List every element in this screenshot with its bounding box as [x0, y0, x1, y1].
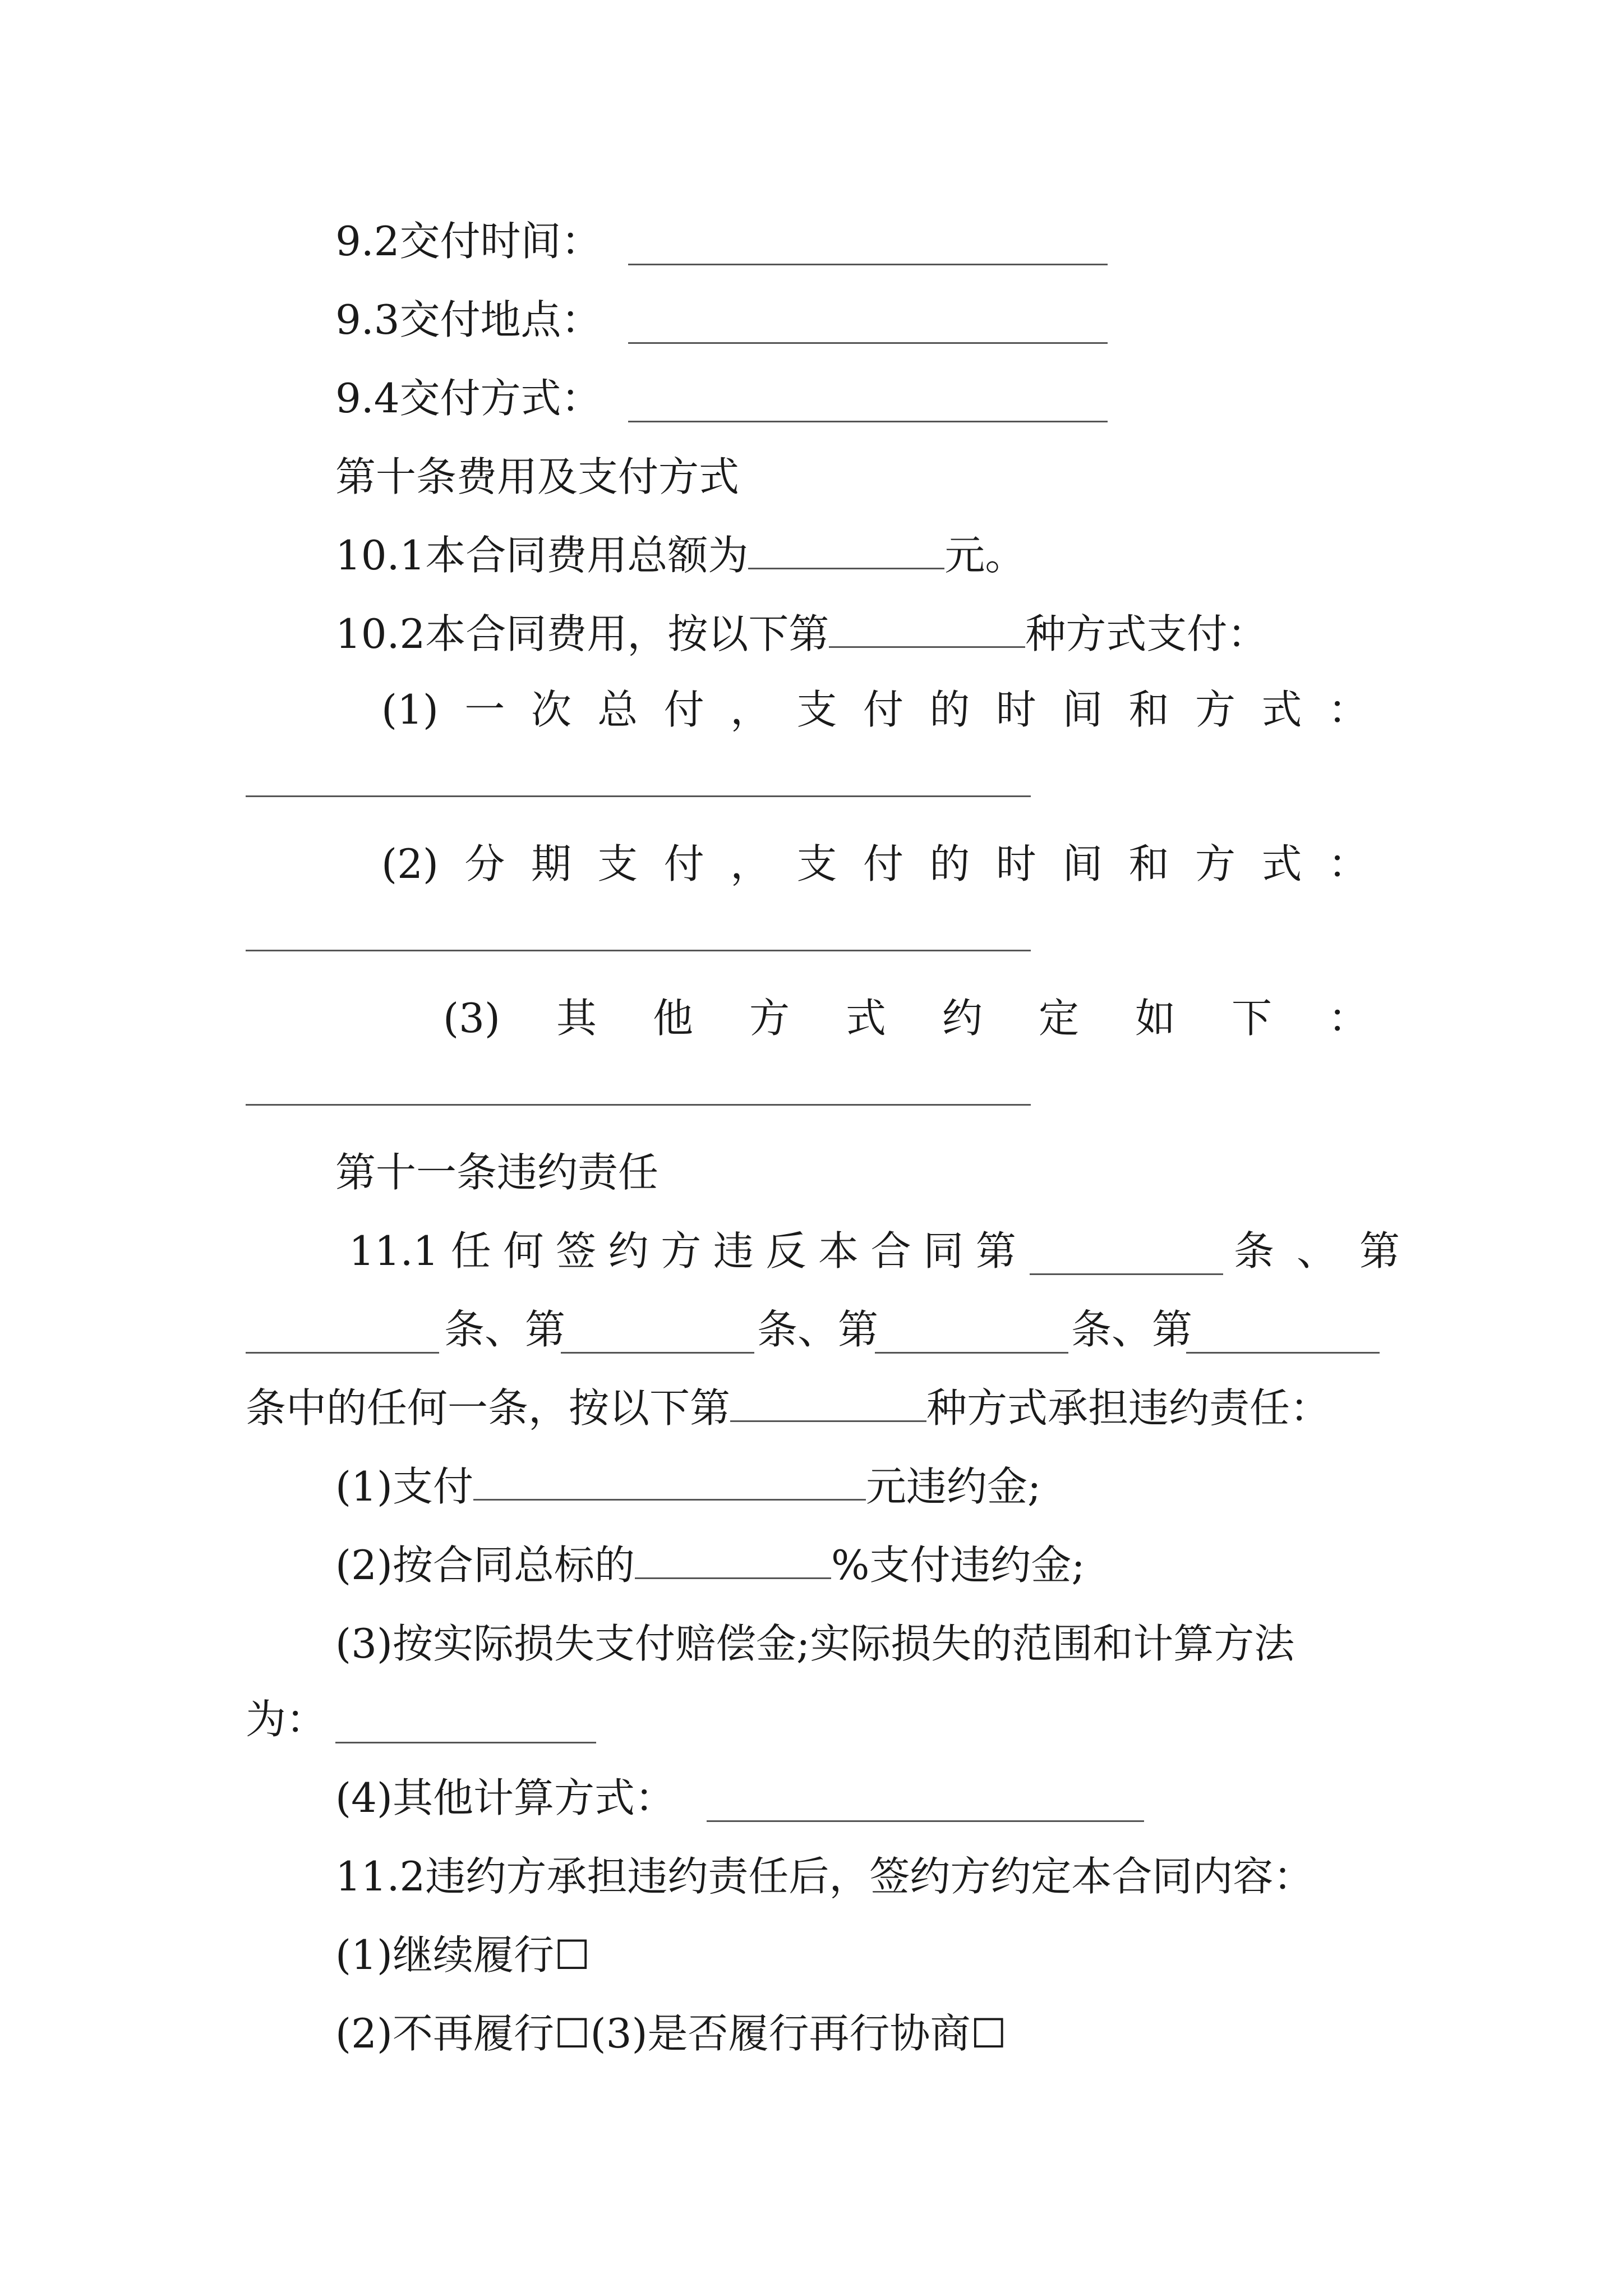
c1-char: 约 — [608, 1227, 649, 1274]
payment-option-3-blank[interactable] — [246, 1104, 1031, 1106]
c1-char: 任 — [450, 1227, 491, 1274]
opt3-char: 式 — [845, 995, 886, 1042]
payment-option-2-blank[interactable] — [246, 950, 1031, 951]
opt3-char: 下 — [1231, 995, 1272, 1042]
penalty-2-blank[interactable] — [635, 1544, 831, 1579]
penalty-1-blank[interactable] — [473, 1465, 866, 1501]
payment-option-2 — [381, 830, 1368, 898]
opt2-char: 间 — [1062, 840, 1103, 887]
payment-method-suffix: 种方式支付： — [1025, 610, 1268, 657]
delivery-place-blank[interactable] — [628, 286, 1108, 344]
opt3-char: 定 — [1038, 995, 1079, 1042]
opt2-char: 式 — [1261, 840, 1302, 887]
c1-char: 本 — [818, 1227, 859, 1274]
c1-char: 同 — [923, 1227, 964, 1274]
penalty-option-1 — [0, 1453, 1623, 1520]
opt1-char: 一 — [464, 686, 505, 733]
opt1-char: ： — [1327, 686, 1368, 733]
opt1-char: 付 — [663, 686, 704, 733]
opt3-char: ： — [1327, 995, 1368, 1042]
opt2-char: 和 — [1128, 840, 1169, 887]
remedy-1-label: (1)继续履行 — [335, 1931, 554, 1978]
clause-11-1-line1 — [0, 1217, 1623, 1285]
fee-total-suffix: 元。 — [944, 532, 1026, 579]
opt3-char: 约 — [942, 995, 983, 1042]
opt2-char: 的 — [929, 840, 970, 887]
clause-sep-2: 条、第 — [444, 1306, 566, 1353]
clause-11-2-line — [0, 1843, 1623, 1910]
c1-char: 何 — [503, 1227, 544, 1274]
opt2-char: 支 — [597, 840, 638, 887]
fee-total-line — [0, 522, 1623, 589]
penalty-option-3-line2 — [0, 1686, 1623, 1753]
remedy-1-checkbox[interactable]: ☐ — [554, 1931, 591, 1978]
penalty-2-suffix: %支付违约金; — [831, 1542, 1085, 1589]
clause-blank-2[interactable] — [246, 1296, 439, 1354]
opt2-char: 分 — [464, 840, 505, 887]
penalty-2-prefix: (2)按合同总标的 — [335, 1542, 635, 1589]
opt1-char: 时 — [995, 686, 1036, 733]
opt3-char: 他 — [652, 995, 693, 1042]
opt2-char: 时 — [995, 840, 1036, 887]
payment-method-prefix: 10.2本合同费用，按以下第 — [335, 610, 829, 657]
c1-char: 反 — [766, 1227, 806, 1274]
delivery-time-blank[interactable] — [628, 208, 1108, 265]
opt1-char: 和 — [1128, 686, 1169, 733]
payment-option-1 — [381, 676, 1368, 743]
payment-method-blank[interactable] — [829, 613, 1025, 648]
opt1-char: 总 — [597, 686, 638, 733]
penalty-1-suffix: 元违约金; — [866, 1463, 1041, 1510]
delivery-place-label: 9.3交付地点： — [335, 296, 602, 343]
fee-total-prefix: 10.1本合同费用总额为 — [335, 532, 749, 579]
clause-choice-suffix: 种方式承担违约责任： — [926, 1384, 1331, 1432]
penalty-option-3-line1 — [0, 1610, 1623, 1677]
opt1-char: ， — [730, 686, 771, 733]
opt1-char: 式 — [1261, 686, 1302, 733]
opt2-char: ， — [730, 840, 771, 887]
remedy-2-label: (2)不再履行 — [335, 2010, 554, 2057]
opt2-char: (2) — [381, 840, 439, 887]
clause-11-1-line3 — [0, 1374, 1623, 1442]
clause-blank-4[interactable] — [875, 1296, 1068, 1354]
article10-heading: 第十条费用及支付方式 — [335, 453, 740, 500]
c1-char: 方 — [661, 1227, 702, 1274]
penalty-3-label: 为： — [246, 1696, 327, 1743]
clause-sep-4: 条、第 — [1071, 1306, 1193, 1353]
article11-heading-line — [0, 1139, 1623, 1206]
clause-11-1-line2 — [0, 1296, 1623, 1363]
penalty-option-4 — [0, 1764, 1623, 1832]
opt1-char: 支 — [796, 686, 837, 733]
clause-blank-3[interactable] — [561, 1296, 754, 1354]
opt2-char: 付 — [863, 840, 903, 887]
article11-heading: 第十一条违约责任 — [335, 1149, 659, 1196]
opt3-char: 其 — [556, 995, 597, 1042]
article10-heading-line — [0, 443, 1623, 510]
delivery-method-blank[interactable] — [628, 365, 1108, 422]
opt2-char: ： — [1327, 840, 1368, 887]
c1-char: 11.1 — [349, 1227, 439, 1274]
remedy-2-checkbox[interactable]: ☐ — [554, 2010, 591, 2057]
delivery-time-label: 9.2交付时间： — [335, 218, 602, 265]
delivery-method-label: 9.4交付方式： — [335, 375, 602, 422]
opt2-char: 方 — [1195, 840, 1236, 887]
fee-total-blank[interactable] — [748, 534, 944, 569]
opt1-char: 方 — [1195, 686, 1236, 733]
remedy-3-checkbox[interactable]: ☐ — [970, 2010, 1007, 2057]
opt3-char: 如 — [1135, 995, 1175, 1042]
delivery-method-line — [0, 365, 1623, 432]
c1-char: 第 — [975, 1227, 1016, 1274]
opt2-char: 支 — [796, 840, 837, 887]
clause-sep-3: 条、第 — [757, 1306, 879, 1353]
penalty-4-blank[interactable] — [707, 1764, 1144, 1822]
clause-blank-1[interactable] — [1030, 1217, 1223, 1275]
opt3-char: 方 — [749, 995, 790, 1042]
delivery-time-line — [0, 208, 1623, 275]
penalty-3-blank[interactable] — [335, 1686, 596, 1743]
remedy-option-1 — [0, 1921, 1623, 1989]
c1-char: 签 — [556, 1227, 597, 1274]
delivery-place-line — [0, 286, 1623, 353]
penalty-3-text: (3)按实际损失支付赔偿金;实际损失的范围和计算方法 — [335, 1620, 1295, 1667]
c1-char: 合 — [870, 1227, 911, 1274]
clause-sep-1: 条、第 — [1234, 1227, 1423, 1274]
opt1-char: 间 — [1062, 686, 1103, 733]
clause-11-2-text: 11.2违约方承担违约责任后，签约方约定本合同内容： — [335, 1853, 1314, 1900]
remedy-options-2-3 — [0, 2000, 1623, 2067]
opt1-char: 次 — [531, 686, 571, 733]
opt1-char: (1) — [381, 686, 439, 733]
opt3-char: (3) — [443, 995, 500, 1042]
clause-blank-5[interactable] — [1186, 1296, 1380, 1354]
opt2-char: 期 — [531, 840, 571, 887]
opt2-char: 付 — [663, 840, 704, 887]
clause-choice-prefix: 条中的任何一条，按以下第 — [246, 1384, 731, 1432]
opt1-char: 付 — [863, 686, 903, 733]
payment-option-1-blank[interactable] — [246, 795, 1031, 797]
c1-char: 违 — [713, 1227, 754, 1274]
penalty-4-label: (4)其他计算方式： — [335, 1774, 675, 1821]
penalty-option-2 — [0, 1531, 1623, 1599]
remedy-3-label: (3)是否履行再行协商 — [590, 2010, 971, 2057]
penalty-1-prefix: (1)支付 — [335, 1463, 473, 1510]
payment-option-3 — [443, 984, 1368, 1052]
opt1-char: 的 — [929, 686, 970, 733]
payment-method-line — [0, 600, 1623, 668]
clause-choice-blank[interactable] — [730, 1387, 926, 1422]
